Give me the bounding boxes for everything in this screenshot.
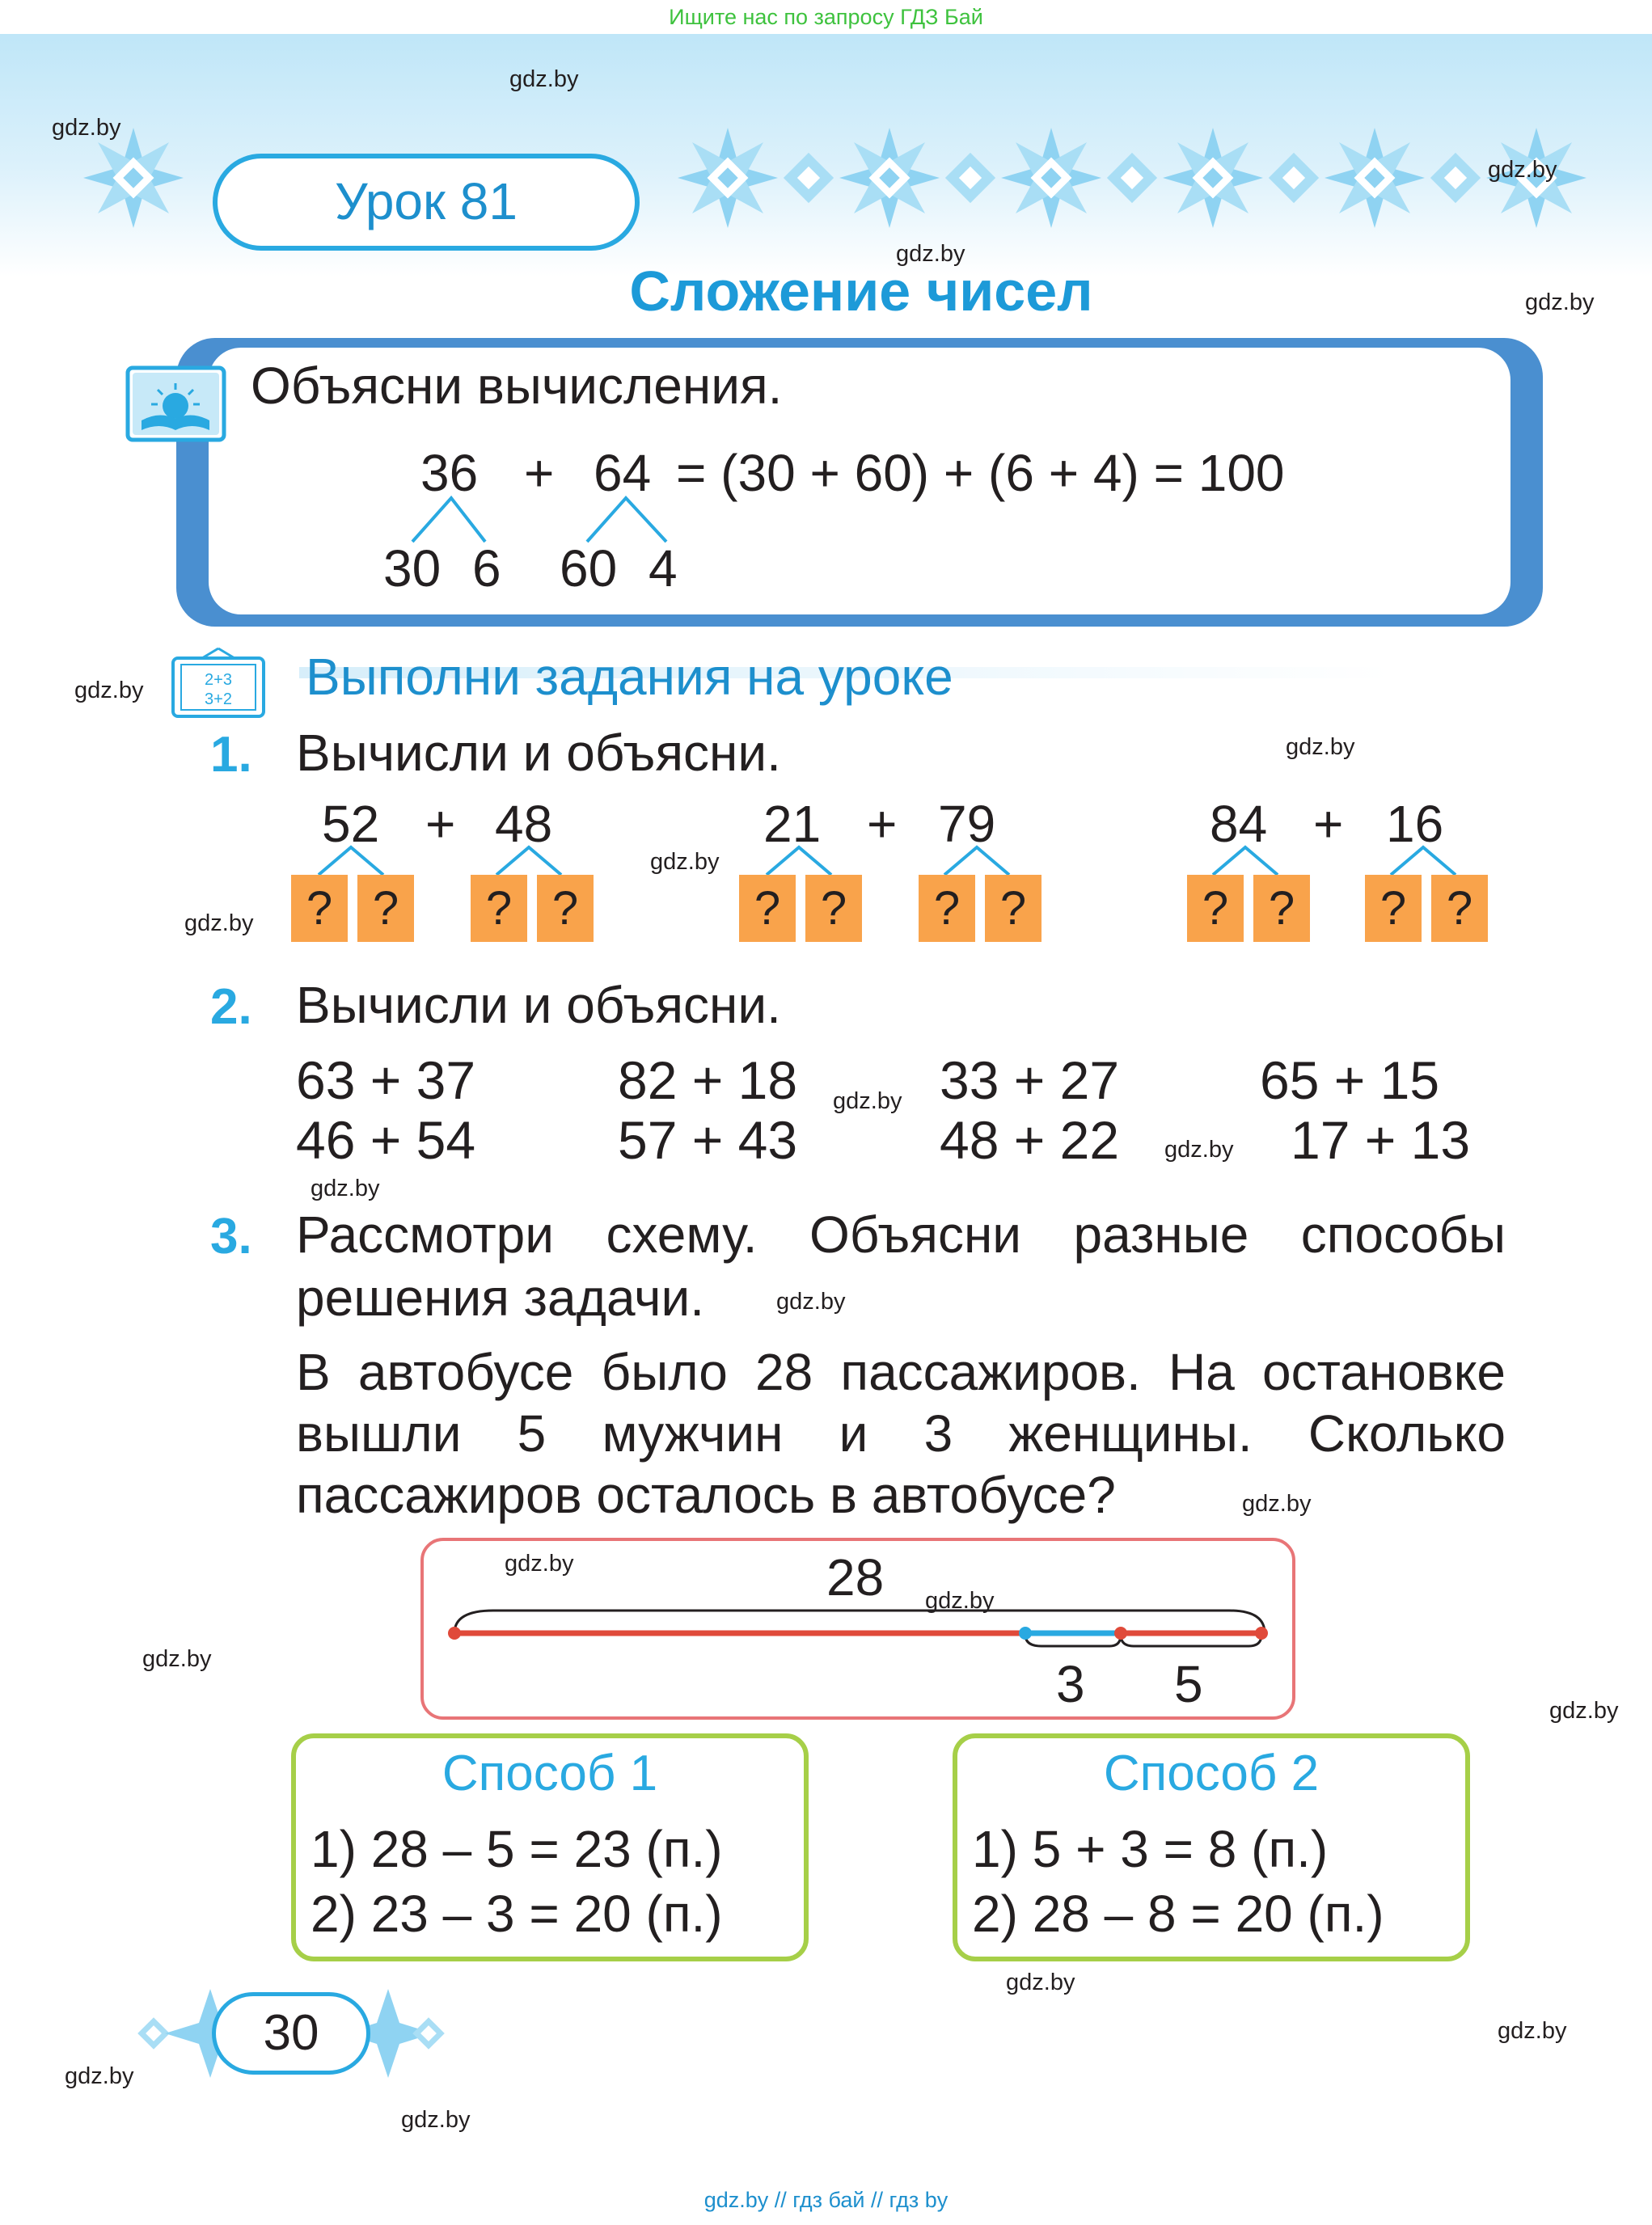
watermark: gdz.by bbox=[1488, 157, 1557, 183]
task1-g1-b: 48 bbox=[495, 795, 553, 853]
task1-g2-op: + bbox=[867, 795, 898, 853]
watermark: gdz.by bbox=[1525, 289, 1595, 315]
explain-plus: + bbox=[524, 444, 555, 502]
watermark: gdz.by bbox=[1498, 2018, 1567, 2044]
watermark: gdz.by bbox=[142, 1646, 212, 1672]
method1-step2: 2) 23 – 3 = 20 (п.) bbox=[311, 1885, 723, 1943]
answer-box[interactable]: ? bbox=[1431, 875, 1488, 942]
footer-links[interactable]: gdz.by // гдз бай // гдз by bbox=[703, 2188, 949, 2212]
task2-expression: 63 + 37 bbox=[296, 1050, 476, 1110]
method2-step2: 2) 28 – 8 = 20 (п.) bbox=[972, 1885, 1384, 1943]
task2-number: 2. bbox=[210, 979, 252, 1035]
board-icon-text: 2+3 bbox=[205, 671, 232, 689]
decomposition-branches bbox=[388, 495, 712, 543]
task2-expression: 57 + 43 bbox=[618, 1110, 798, 1170]
explain-addend-b: 64 bbox=[594, 444, 652, 502]
answer-box[interactable]: ? bbox=[291, 875, 348, 942]
section-heading: Выполни задания на уроке bbox=[306, 648, 953, 706]
task2-expression: 82 + 18 bbox=[618, 1050, 798, 1110]
watermark: gdz.by bbox=[311, 1176, 380, 1201]
task1-g1-op: + bbox=[425, 795, 456, 853]
method1-step1: 1) 28 – 5 = 23 (п.) bbox=[311, 1820, 723, 1878]
task1-g3-b: 16 bbox=[1386, 795, 1444, 853]
watermark: gdz.by bbox=[1164, 1137, 1234, 1163]
task3-problem-line3: пассажиров осталось в автобусе? bbox=[296, 1466, 1116, 1524]
explain-heading: Объясни вычисления. bbox=[251, 357, 783, 415]
watermark: gdz.by bbox=[184, 910, 254, 936]
task2-expression: 48 + 22 bbox=[940, 1110, 1120, 1170]
watermark: gdz.by bbox=[1006, 1970, 1075, 1995]
watermark: gdz.by bbox=[650, 849, 720, 875]
task3-text-line1: Рассмотри схему. Объясни разные способы bbox=[296, 1205, 1506, 1264]
task2-expression: 17 + 13 bbox=[1291, 1110, 1471, 1170]
watermark: gdz.by bbox=[925, 1588, 995, 1614]
watermark: gdz.by bbox=[74, 678, 144, 703]
watermark: gdz.by bbox=[1549, 1698, 1619, 1724]
schema-diagram bbox=[437, 1601, 1278, 1666]
board-icon-text: 3+2 bbox=[205, 690, 232, 708]
watermark: gdz.by bbox=[505, 1551, 574, 1577]
explain-a-ones: 6 bbox=[472, 539, 501, 597]
answer-box[interactable]: ? bbox=[919, 875, 975, 942]
task2-expression: 65 + 15 bbox=[1260, 1050, 1440, 1110]
answer-box[interactable]: ? bbox=[471, 875, 527, 942]
lesson-number: Урок 81 bbox=[213, 154, 640, 251]
schema-total: 28 bbox=[826, 1548, 885, 1606]
method2-step1: 1) 5 + 3 = 8 (п.) bbox=[972, 1820, 1329, 1878]
task1-g3-op: + bbox=[1313, 795, 1344, 853]
answer-box[interactable]: ? bbox=[357, 875, 414, 942]
schema-part-women: 3 bbox=[1056, 1655, 1085, 1713]
task1-branches bbox=[291, 844, 1504, 876]
open-book-sun-icon bbox=[125, 365, 226, 442]
board-icon bbox=[170, 647, 267, 720]
task1-g2-b: 79 bbox=[938, 795, 996, 853]
watermark: gdz.by bbox=[52, 115, 121, 141]
answer-box[interactable]: ? bbox=[739, 875, 796, 942]
task1-text: Вычисли и объясни. bbox=[296, 724, 781, 782]
watermark: gdz.by bbox=[65, 2063, 134, 2089]
task1-number: 1. bbox=[210, 727, 252, 783]
watermark: gdz.by bbox=[1242, 1491, 1312, 1517]
task1-g1-a: 52 bbox=[322, 795, 380, 853]
explain-b-ones: 4 bbox=[649, 539, 678, 597]
answer-box[interactable]: ? bbox=[1187, 875, 1244, 942]
explain-a-tens: 30 bbox=[383, 539, 442, 597]
explain-addend-a: 36 bbox=[420, 444, 479, 502]
schema-part-men: 5 bbox=[1174, 1655, 1203, 1713]
task1-g2-a: 21 bbox=[763, 795, 822, 853]
watermark: gdz.by bbox=[1286, 734, 1355, 760]
watermark: gdz.by bbox=[833, 1088, 902, 1114]
page-title: Сложение чисел bbox=[629, 260, 1093, 323]
task2-expression: 33 + 27 bbox=[940, 1050, 1120, 1110]
explain-b-tens: 60 bbox=[560, 539, 618, 597]
task3-problem-line1: В автобусе было 28 пассажиров. На остановке bbox=[296, 1343, 1506, 1401]
task2-expression: 46 + 54 bbox=[296, 1110, 476, 1170]
task1-g3-a: 84 bbox=[1210, 795, 1268, 853]
answer-box[interactable]: ? bbox=[1253, 875, 1310, 942]
answer-box[interactable]: ? bbox=[805, 875, 862, 942]
task3-number: 3. bbox=[210, 1209, 252, 1264]
watermark: gdz.by bbox=[776, 1289, 846, 1315]
watermark: gdz.by bbox=[896, 241, 965, 267]
watermark: gdz.by bbox=[509, 66, 579, 92]
answer-box[interactable]: ? bbox=[537, 875, 594, 942]
explain-expansion: = (30 + 60) + (6 + 4) = 100 bbox=[676, 444, 1285, 502]
task3-problem-line2: вышли 5 мужчин и 3 женщины. Сколько bbox=[296, 1404, 1506, 1463]
task3-text-line2: решения задачи. bbox=[296, 1269, 704, 1327]
answer-box[interactable]: ? bbox=[985, 875, 1041, 942]
method2-title: Способ 2 bbox=[1103, 1746, 1320, 1801]
method1-title: Способ 1 bbox=[442, 1746, 658, 1801]
watermark: gdz.by bbox=[401, 2107, 471, 2133]
top-banner: Ищите нас по запросу ГДЗ Бай bbox=[669, 5, 983, 29]
page-number: 30 bbox=[212, 1992, 370, 2075]
task2-text: Вычисли и объясни. bbox=[296, 976, 781, 1034]
answer-box[interactable]: ? bbox=[1365, 875, 1422, 942]
